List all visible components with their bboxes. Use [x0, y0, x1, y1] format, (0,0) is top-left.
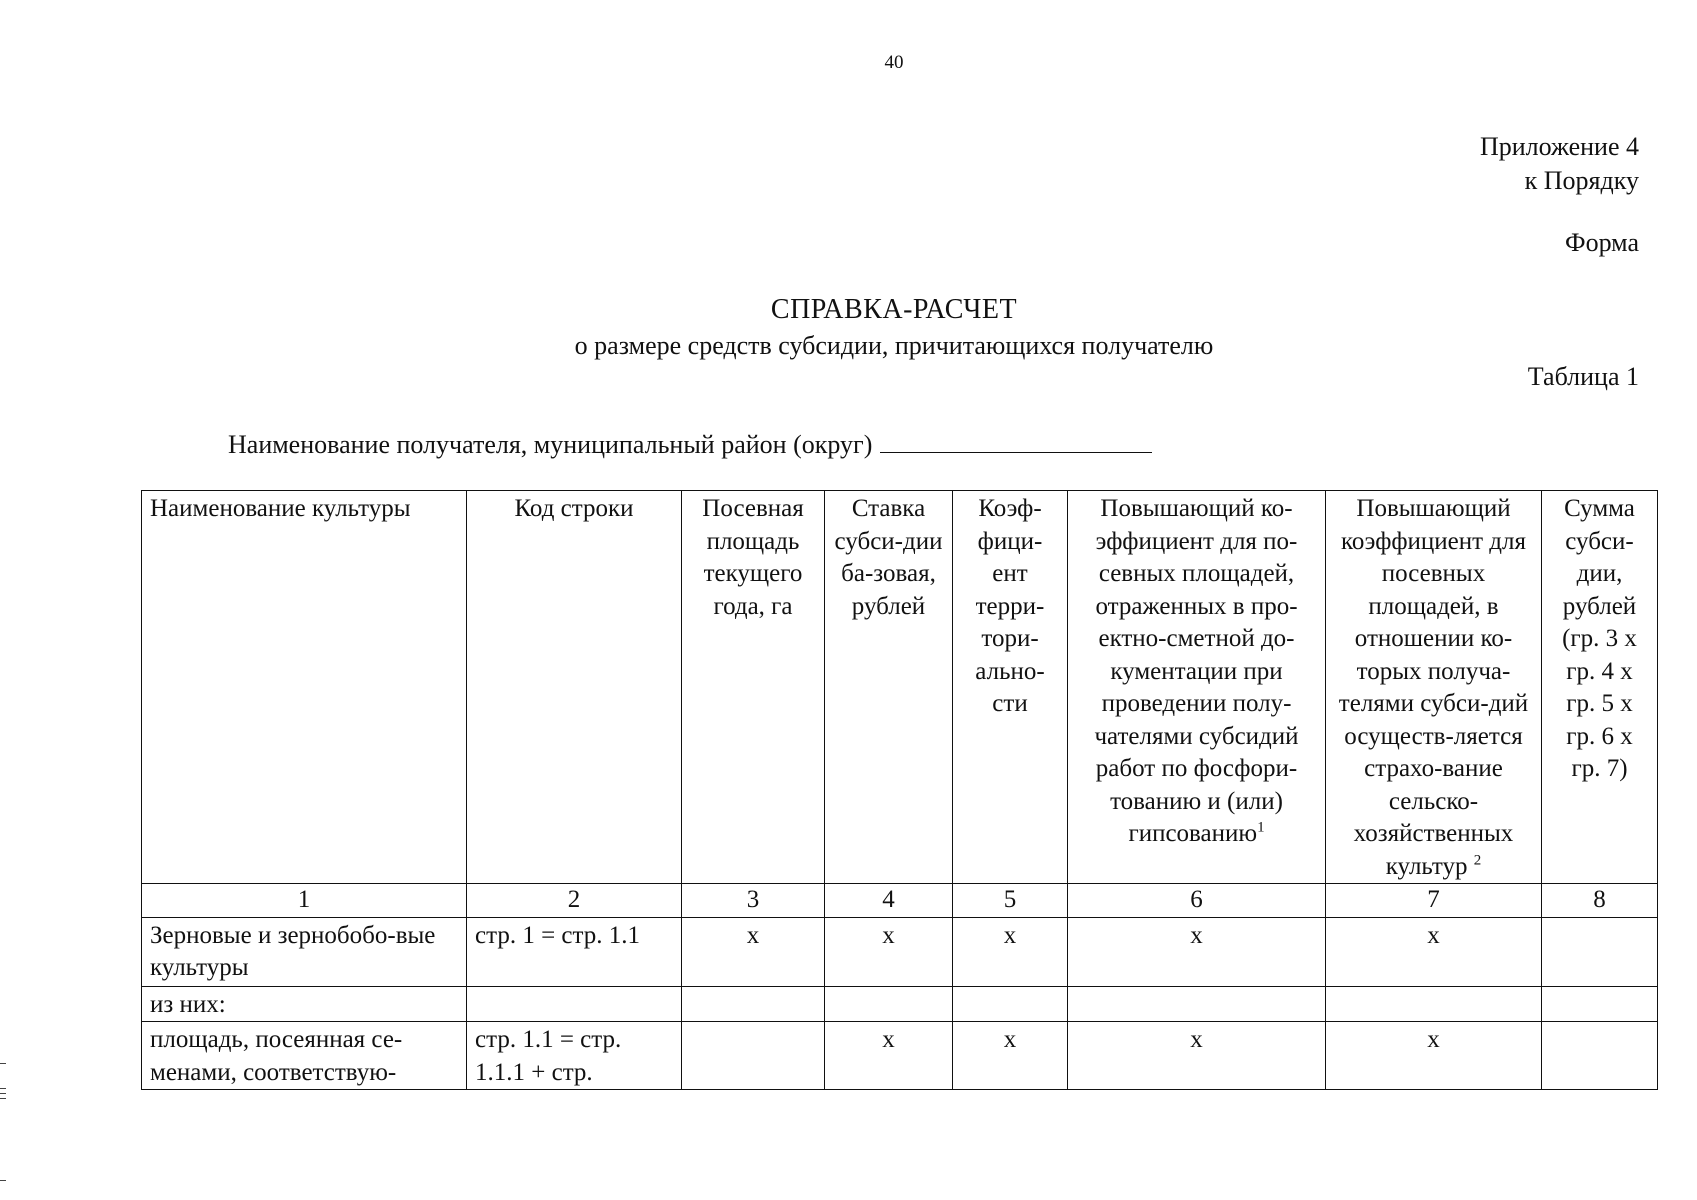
row-cell: x [682, 917, 825, 986]
appendix-reference [1480, 130, 1639, 198]
header-phosphorite-text: Повышающий ко-эффициент для по-севных площадей, отраженных в про-ектно-сметной до-кументации при проведении полу-чателями субсидий работ по фосфори-тованию и (или) гипсованию [1094, 495, 1299, 847]
header-phosphorite-coefficient [1068, 491, 1326, 884]
table-header-row [142, 491, 1658, 884]
row-culture-name: из них: [142, 986, 467, 1022]
row-cell [1542, 986, 1658, 1022]
form-label: Форма [1565, 228, 1639, 257]
footnote-marker-1: 1 [1257, 819, 1265, 836]
appendix-line-2: к Порядку [1524, 166, 1639, 195]
header-culture-name: Наименование культуры [142, 491, 467, 884]
row-cell: x [953, 917, 1068, 986]
calculation-table [141, 490, 1658, 1090]
header-subsidy-sum: Сумма субси-дии, рублей (гр. 3 x гр. 4 x гр. 5 x гр. 6 x гр. 7) [1542, 491, 1658, 884]
header-insurance-text: Повышающий коэффициент для посевных площадей, в отношении ко-торых получа-телями субси-дий осуществ-ляется страхо-вание сельско-хозяйственных культур [1338, 495, 1529, 880]
recipient-label: Наименование получателя, муниципальный район (округ) [228, 430, 873, 459]
column-number: 2 [467, 884, 682, 918]
row-code: стр. 1.1 = стр. 1.1.1 + стр. [467, 1022, 682, 1090]
header-insurance-coefficient [1326, 491, 1542, 884]
scan-margin-mark [0, 1093, 6, 1094]
scan-margin-mark [0, 1063, 6, 1064]
column-number: 5 [953, 884, 1068, 918]
footnote-marker-2: 2 [1473, 852, 1482, 869]
column-number-row [142, 884, 1658, 918]
row-cell: x [1068, 917, 1326, 986]
row-cell [1326, 986, 1542, 1022]
row-cell [1542, 1022, 1658, 1090]
table-row [142, 1022, 1658, 1090]
row-cell [682, 1022, 825, 1090]
page-number: 40 [884, 52, 904, 73]
document-title: СПРАВКА-РАСЧЕТ [770, 294, 1018, 325]
document-subtitle: о размере средств субсидии, причитающихся получателю [574, 331, 1214, 360]
column-number: 6 [1068, 884, 1326, 918]
column-number: 1 [142, 884, 467, 918]
row-cell [825, 986, 953, 1022]
column-number: 7 [1326, 884, 1542, 918]
header-base-rate: Ставка субси-дии ба-зовая, рублей [825, 491, 953, 884]
row-cell: x [1068, 1022, 1326, 1090]
header-row-code: Код строки [467, 491, 682, 884]
recipient-field [228, 430, 1152, 460]
row-cell [1068, 986, 1326, 1022]
header-sown-area: Посевная площадь текущего года, га [682, 491, 825, 884]
row-code: стр. 1 = стр. 1.1 [467, 917, 682, 986]
row-cell: x [825, 1022, 953, 1090]
row-cell: x [825, 917, 953, 986]
row-cell [953, 986, 1068, 1022]
scan-margin-mark [0, 1180, 6, 1181]
table-row [142, 917, 1658, 986]
recipient-blank-line [880, 432, 1152, 453]
column-number: 8 [1542, 884, 1658, 918]
column-number: 4 [825, 884, 953, 918]
row-culture-name: Зерновые и зернобобо-вые культуры [142, 917, 467, 986]
appendix-line-1: Приложение 4 [1479, 132, 1639, 161]
row-cell [682, 986, 825, 1022]
scan-margin-mark [0, 1098, 6, 1099]
row-code [467, 986, 682, 1022]
row-cell [1542, 917, 1658, 986]
header-territorial-coefficient: Коэф-фици-ент терри-тори-ально-сти [953, 491, 1068, 884]
scan-margin-mark [0, 1088, 6, 1089]
column-number: 3 [682, 884, 825, 918]
row-cell: x [1326, 917, 1542, 986]
row-cell: x [1326, 1022, 1542, 1090]
row-culture-name: площадь, посеянная се-менами, соответствую- [142, 1022, 467, 1090]
row-cell: x [953, 1022, 1068, 1090]
table-label: Таблица 1 [1527, 362, 1639, 391]
table-row [142, 986, 1658, 1022]
